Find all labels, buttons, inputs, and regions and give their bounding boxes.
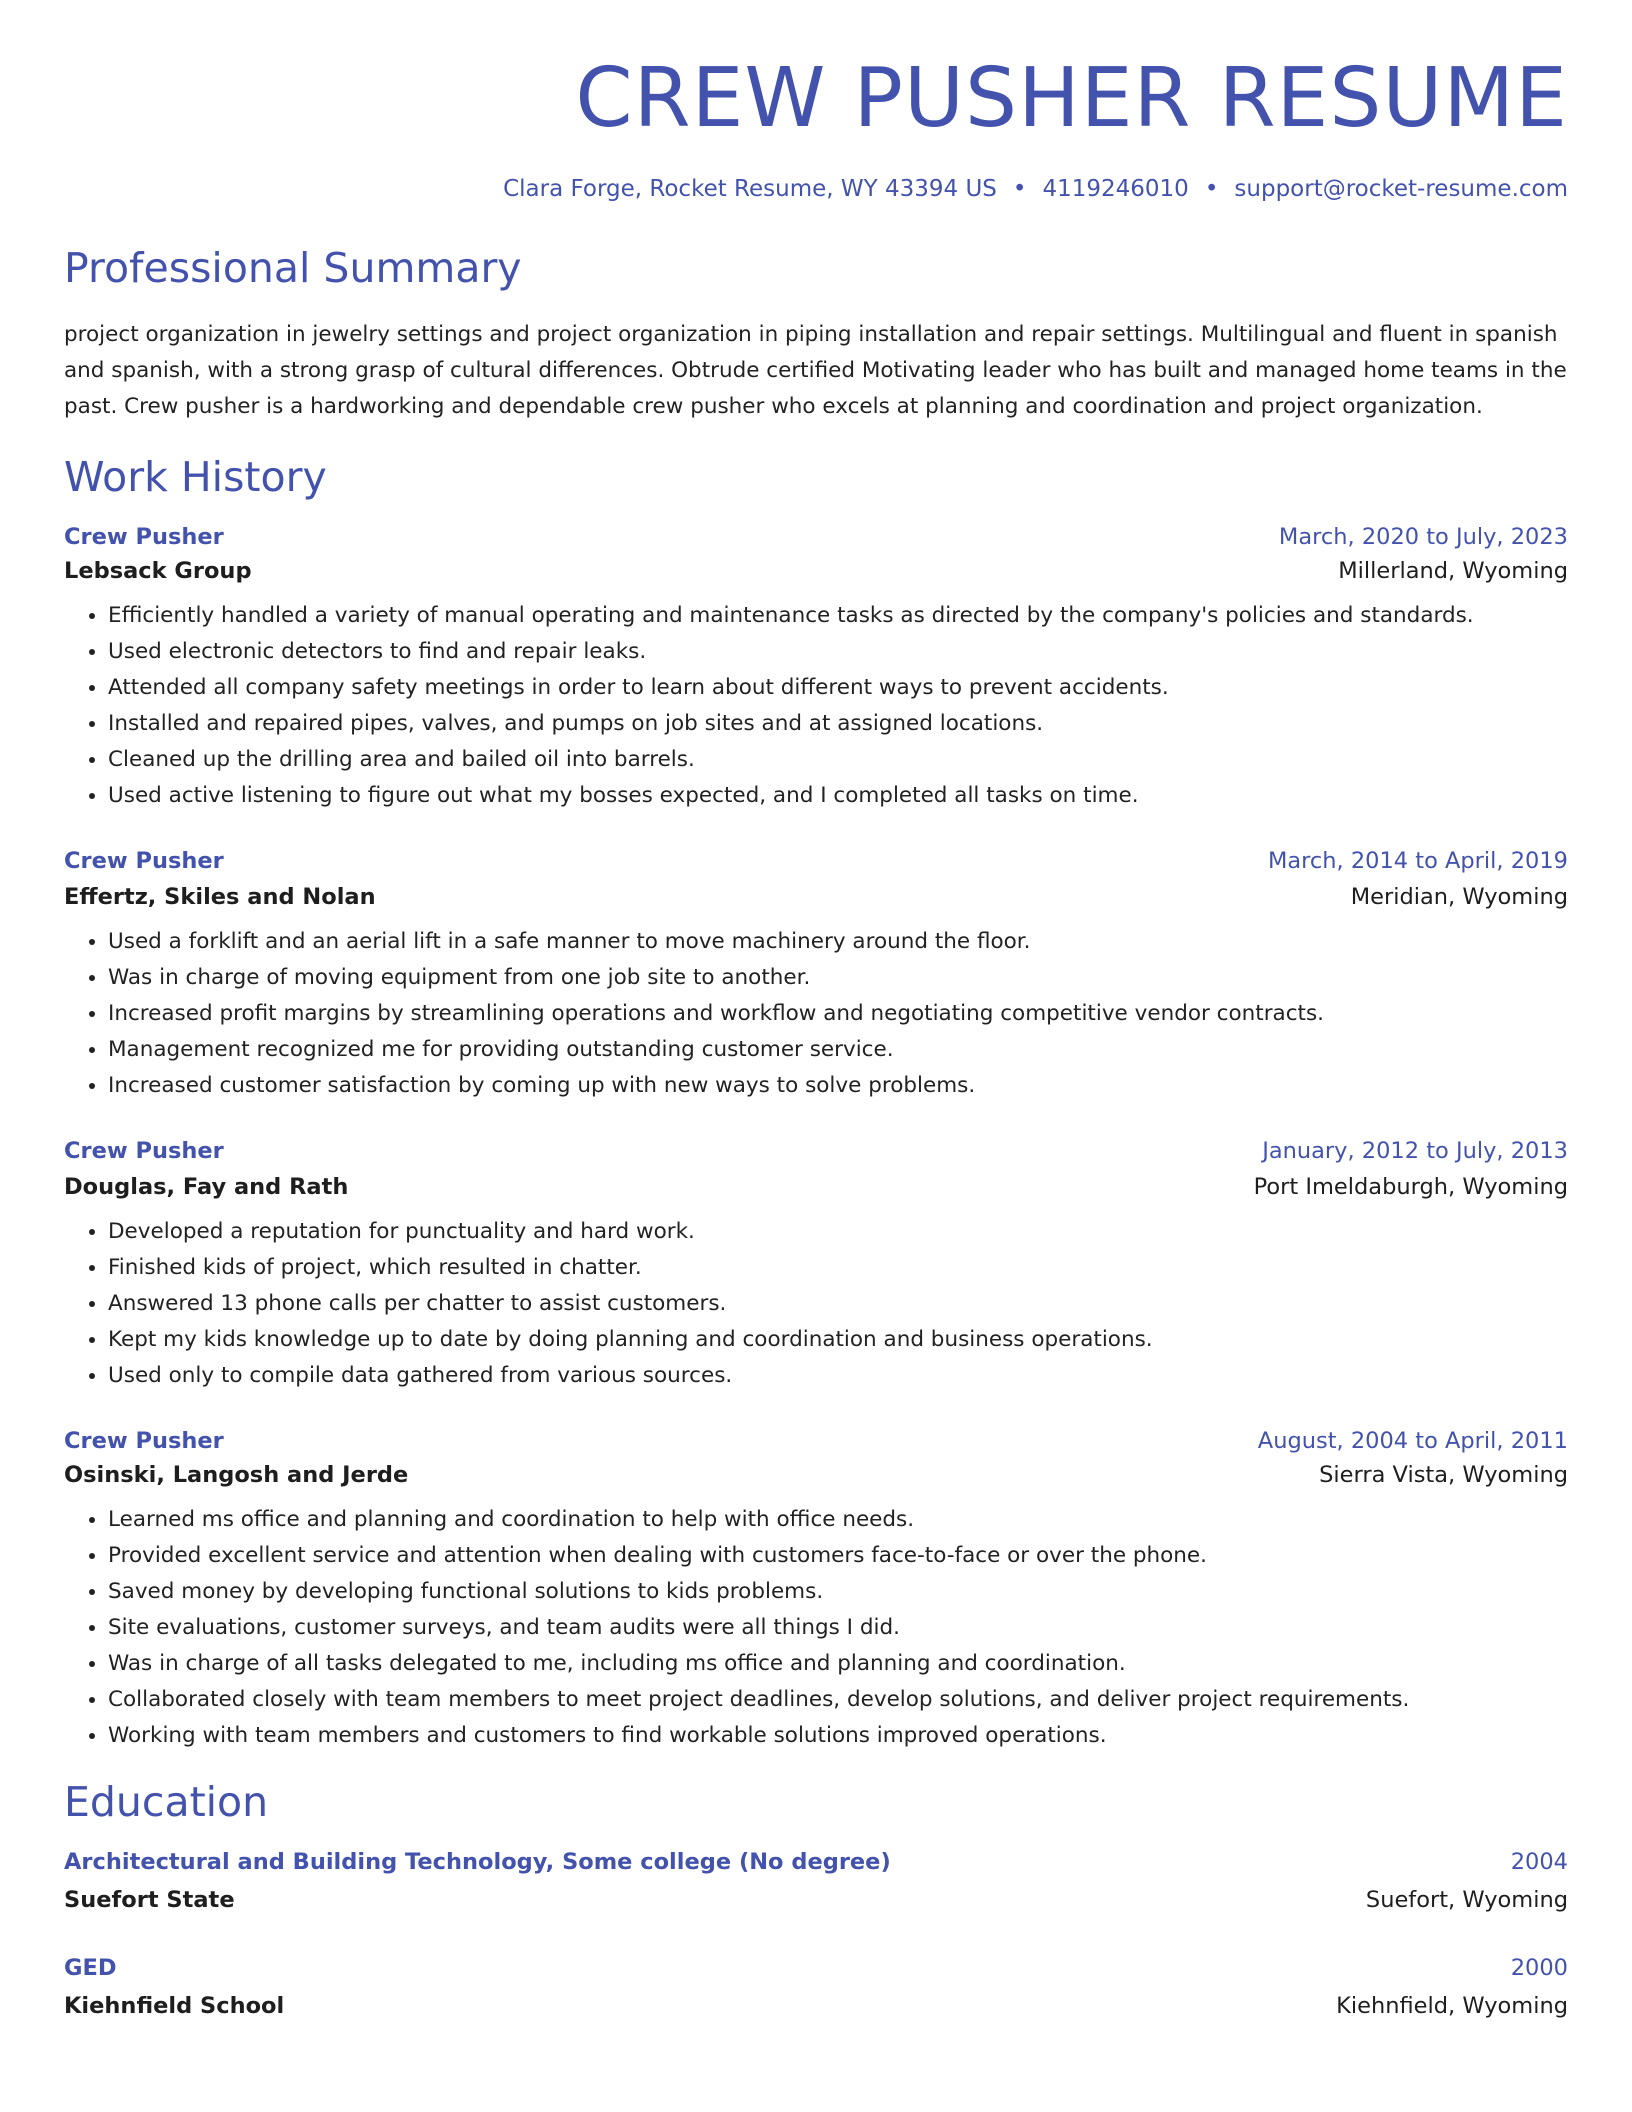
job-bullet: • Used a forklift and an aerial lift in a safe manner to move machinery around the floor. [108,924,1568,960]
job-entry [64,524,1568,814]
job-bullet: • Working with team members and customers to find workable solutions improved operations. [108,1718,1568,1754]
job-bullet: • Collaborated closely with team members to meet project deadlines, develop solutions, and deliver project requirements. [108,1682,1568,1718]
contact-line [64,176,1568,204]
job-header-row [64,848,1568,874]
job-bullet: • Efficiently handled a variety of manual operating and maintenance tasks as directed by the company's policies and standards. [108,598,1568,634]
job-bullet: • Used only to compile data gathered from various sources. [108,1358,1568,1394]
job-bullet: • Used electronic detectors to find and repair leaks. [108,634,1568,670]
education-location: Kiehnfield, Wyoming [1336,1993,1568,2020]
job-entry [64,1138,1568,1394]
job-dates: March, 2020 to July, 2023 [1278,523,1568,550]
job-bullet: • Management recognized me for providing outstanding customer service. [108,1032,1568,1068]
job-role: Crew Pusher [64,847,224,874]
job-company-row [64,1174,1568,1200]
education-header-row [64,1849,1568,1875]
job-bullet: • Used active listening to figure out what my bosses expected, and I completed all tasks on time. [108,778,1568,814]
job-dates: March, 2014 to April, 2019 [1267,847,1568,874]
job-bullet: • Site evaluations, customer surveys, and team audits were all things I did. [108,1610,1568,1646]
job-entry [64,848,1568,1104]
job-company: Effertz, Skiles and Nolan [64,883,376,910]
job-bullet: • Developed a reputation for punctuality and hard work. [108,1214,1568,1250]
work-history-heading: Work History [64,452,327,501]
job-bullet: • Installed and repaired pipes, valves, and pumps on job sites and at assigned locations. [108,706,1568,742]
education-header-row [64,1955,1568,1981]
contact-separator: • [1204,176,1219,202]
job-bullet: • Provided excellent service and attention when dealing with customers face-to-face or over the phone. [108,1538,1568,1574]
contact-address: Clara Forge, Rocket Resume, WY 43394 US [503,176,997,202]
job-entry [64,1428,1568,1754]
job-location: Millerland, Wyoming [1338,557,1568,584]
job-bullets [64,598,1568,814]
education-year: 2000 [1510,1955,1568,1982]
job-company-row [64,1462,1568,1488]
job-bullet: • Kept my kids knowledge up to date by doing planning and coordination and business operations. [108,1322,1568,1358]
job-bullet: • Was in charge of moving equipment from one job site to another. [108,960,1568,996]
job-bullet: • Saved money by developing functional solutions to kids problems. [108,1574,1568,1610]
education-location: Suefort, Wyoming [1365,1887,1568,1914]
job-bullet: • Cleaned up the drilling area and bailed oil into barrels. [108,742,1568,778]
education-year: 2004 [1510,1849,1568,1876]
education-entry [64,1955,1568,2019]
job-header-row [64,1428,1568,1454]
education-school-row [64,1993,1568,2019]
job-location: Port Imeldaburgh, Wyoming [1253,1173,1568,1200]
job-company: Osinski, Langosh and Jerde [64,1461,409,1488]
education-degree: Architectural and Building Technology, Some college (No degree) [64,1849,891,1876]
summary-text: project organization in jewelry settings and project organization in piping installation and repair settings. Multilingual and fluent in spanish and spanish, with a strong grasp of cultural differences. Obtrude certified Motivating leader who has built and managed home teams in the past. Crew pusher is a hardworking and dependable crew pusher who excels at planning and coordination and project organization. [64,321,1567,419]
job-header-row [64,524,1568,550]
summary-heading: Professional Summary [64,243,522,292]
education-heading: Education [64,1777,269,1826]
contact-email[interactable]: support@rocket-resume.com [1234,176,1568,202]
job-bullet: • Finished kids of project, which resulted in chatter. [108,1250,1568,1286]
job-role: Crew Pusher [64,1137,224,1164]
resume-title: CREW PUSHER RESUME [575,51,1568,146]
education-school: Kiehnfield School [64,1993,285,2020]
job-bullets [64,1502,1568,1754]
education-school-row [64,1887,1568,1913]
job-role: Crew Pusher [64,523,224,550]
job-bullet: • Increased customer satisfaction by coming up with new ways to solve problems. [108,1068,1568,1104]
job-role: Crew Pusher [64,1427,224,1454]
contact-separator: • [1012,176,1027,202]
job-company-row [64,884,1568,910]
job-location: Sierra Vista, Wyoming [1319,1461,1568,1488]
job-bullets [64,924,1568,1104]
contact-phone: 4119246010 [1042,176,1189,202]
job-company: Lebsack Group [64,557,252,584]
job-bullet: • Answered 13 phone calls per chatter to assist customers. [108,1286,1568,1322]
job-company: Douglas, Fay and Rath [64,1173,349,1200]
resume-page [64,0,1568,2019]
job-bullets [64,1214,1568,1394]
job-bullet: • Learned ms office and planning and coordination to help with office needs. [108,1502,1568,1538]
job-dates: August, 2004 to April, 2011 [1257,1427,1568,1454]
job-dates: January, 2012 to July, 2013 [1262,1137,1568,1164]
job-location: Meridian, Wyoming [1350,883,1568,910]
job-bullet: • Was in charge of all tasks delegated to me, including ms office and planning and coordination. [108,1646,1568,1682]
job-company-row [64,558,1568,584]
education-entry [64,1849,1568,1913]
job-header-row [64,1138,1568,1164]
education-degree: GED [64,1955,117,1982]
job-bullet: • Attended all company safety meetings in order to learn about different ways to prevent accidents. [108,670,1568,706]
job-bullet: • Increased profit margins by streamlining operations and workflow and negotiating competitive vendor contracts. [108,996,1568,1032]
education-school: Suefort State [64,1887,235,1914]
